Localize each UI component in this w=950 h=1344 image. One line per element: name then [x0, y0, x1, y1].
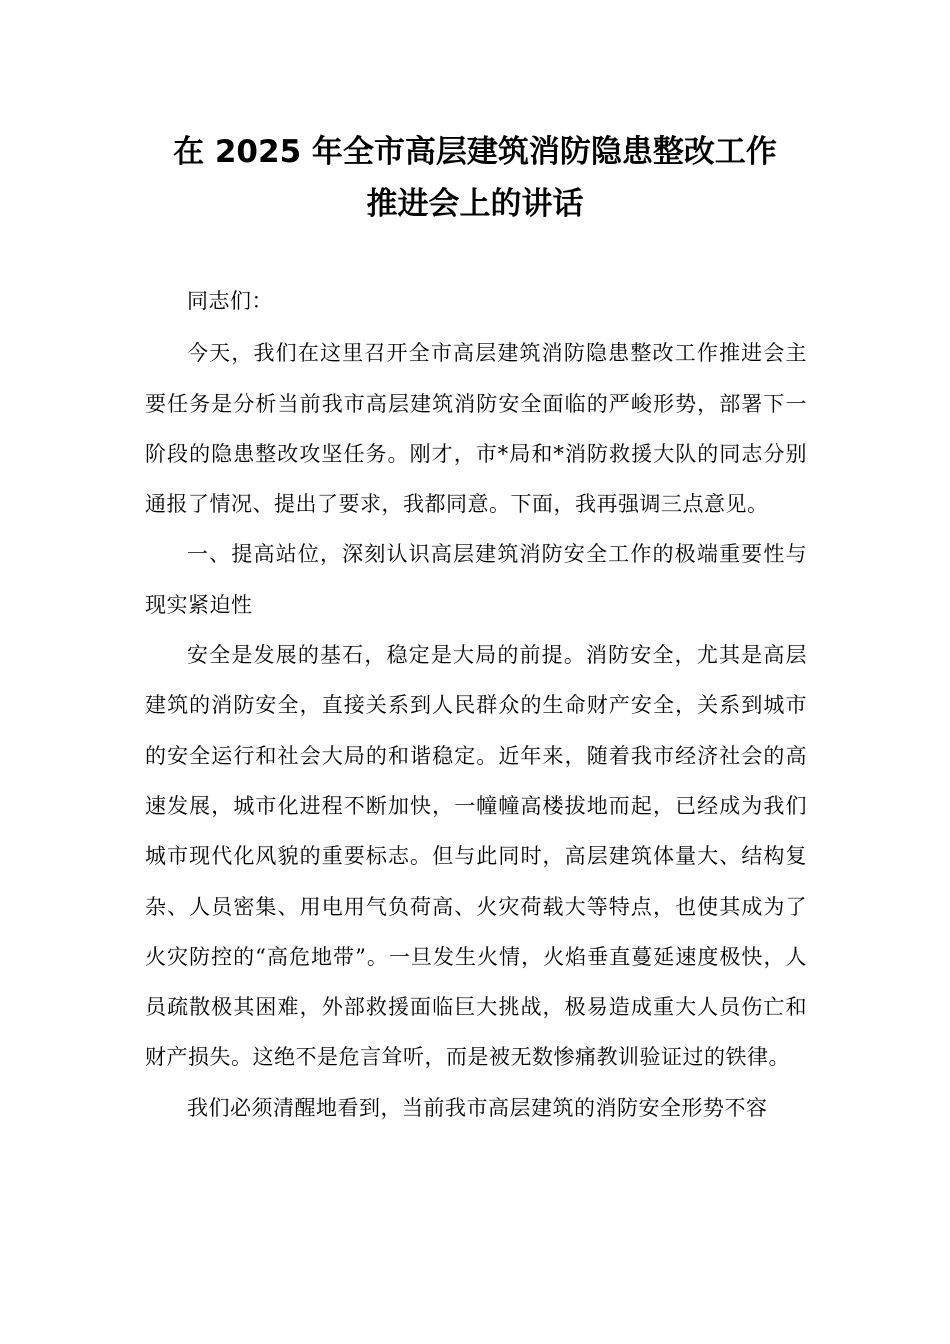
paragraph-intro: 今天，我们在这里召开全市高层建筑消防隐患整改工作推进会主要任务是分析当前我市高层建筑消防安全面临的严峻形势，部署下一阶段的隐患整改攻坚任务。刚才，市*局和*消防救援大队的同志分别通报了情况、提出了要求，我都同意。下面，我再强调三点意见。 — [145, 341, 807, 517]
document-body — [145, 276, 807, 1133]
title-line-1: 在 2025 年全市高层建筑消防隐患整改工作 — [173, 134, 777, 170]
paragraph-safety: 安全是发展的基石，稳定是大局的前提。消防安全，尤其是高层建筑的消防安全，直接关系到人民群众的生命财产安全，关系到城市的安全运行和社会大局的和谐稳定。近年来，随着我市经济社会的高速发展，城市化进程不断加快，一幢幢高楼拔地而起，已经成为我们城市现代化风貌的重要标志。但与此同时，高层建筑体量大、结构复杂、人员密集、用电用气负荷高、火灾荷载大等特点，也使其成为了火灾防控的“高危地带”。一旦发生火情，火焰垂直蔓延速度极快，人员疏散极其困难，外部救援面临巨大挑战，极易造成重大人员伤亡和财产损失。这绝不是危言耸听，而是被无数惨痛教训验证过的铁律。 — [145, 643, 807, 1070]
document-title — [120, 126, 830, 230]
paragraph-situation: 我们必须清醒地看到，当前我市高层建筑的消防安全形势不容 — [187, 1095, 768, 1120]
salutation: 同志们： — [187, 289, 273, 313]
section-heading-1: 一、提高站位，深刻认识高层建筑消防安全工作的极端重要性与现实紧迫性 — [145, 542, 807, 617]
title-line-2: 推进会上的讲话 — [366, 186, 584, 222]
